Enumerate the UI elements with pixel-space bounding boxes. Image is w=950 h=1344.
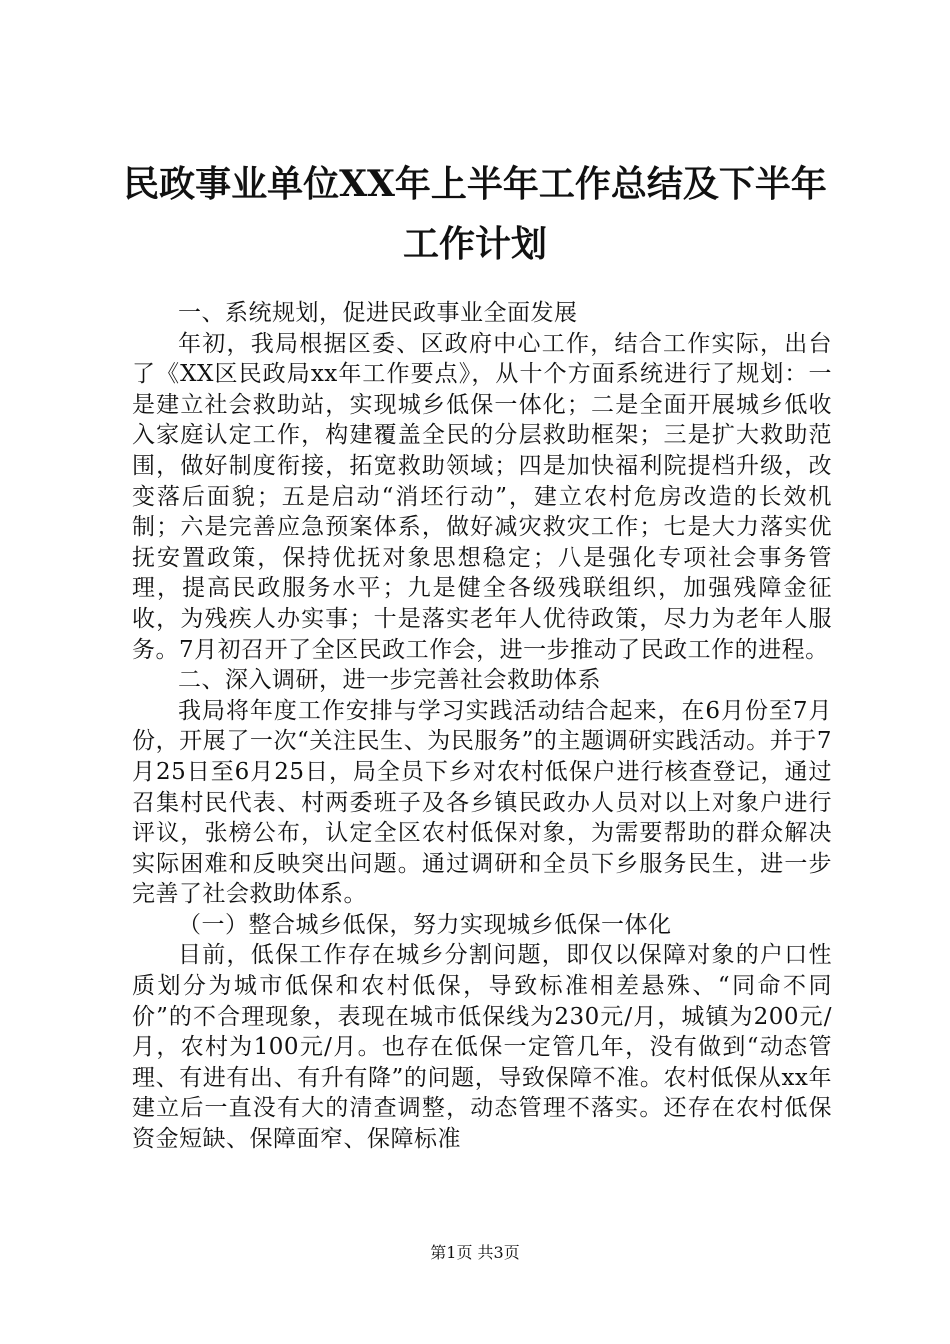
subsection-heading-1: （一）整合城乡低保，努力实现城乡低保一体化	[178, 911, 672, 938]
body-paragraph: 我局将年度工作安排与学习实践活动结合起来，在6月份至7月份，开展了一次“关注民生、为民服务”的主题调研实践活动。并于7月25日至6月25日，局全员下乡对农村低保户进行核查登记，通过召集村民代表、村两委班子及各乡镇民政办人员对以上对象户进行评议，张榜公布，认定全区农村低保对象，为需要帮助的群众解决实际困难和反映突出问题。通过调研和全员下乡服务民生，进一步完善了社会救助体系。	[132, 697, 832, 908]
body-paragraph: 目前，低保工作存在城乡分割问题，即仅以保障对象的户口性质划分为城市低保和农村低保，导致标准相差悬殊、“同命不同价”的不合理现象，表现在城市低保线为230元/月，城镇为200元/月，农村为100元/月。也存在低保一定管几年，没有做到“动态管理、有进有出、有升有降”的问题，导致保障不准。农村低保从xx年建立后一直没有大的清查调整，动态管理不落实。还存在农村低保资金短缺、保障面窄、保障标准	[132, 942, 832, 1153]
document-title-line-2: 工作计划	[402, 223, 547, 265]
section-heading-2: 二、深入调研，进一步完善社会救助体系	[178, 667, 601, 694]
document-body	[132, 298, 832, 1155]
body-paragraph: 年初，我局根据区委、区政府中心工作，结合工作实际，出台了《XX区民政局xx年工作要点》，从十个方面系统进行了规划：一是建立社会救助站，实现城乡低保一体化；二是全面开展城乡低收入家庭认定工作，构建覆盖全民的分层救助框架；三是扩大救助范围，做好制度衔接，拓宽救助领域；四是加快福利院提档升级，改变落后面貌；五是启动“消坯行动”，建立农村危房改造的长效机制；六是完善应急预案体系，做好减灾救灾工作；七是大力落实优抚安置政策，保持优抚对象思想稳定；八是强化专项社会事务管理，提高民政服务水平；九是健全各级残联组织，加强残障金征收，为残疾人办实事；十是落实老年人优待政策，尽力为老年人服务。7月初召开了全区民政工作会，进一步推动了民政工作的进程。	[132, 330, 832, 663]
document-title-line-1: 民政事业单位XX年上半年工作总结及下半年	[123, 163, 827, 205]
section-heading-1: 一、系统规划，促进民政事业全面发展	[178, 300, 578, 326]
page-number-footer: 第1页 共3页	[430, 1243, 520, 1262]
